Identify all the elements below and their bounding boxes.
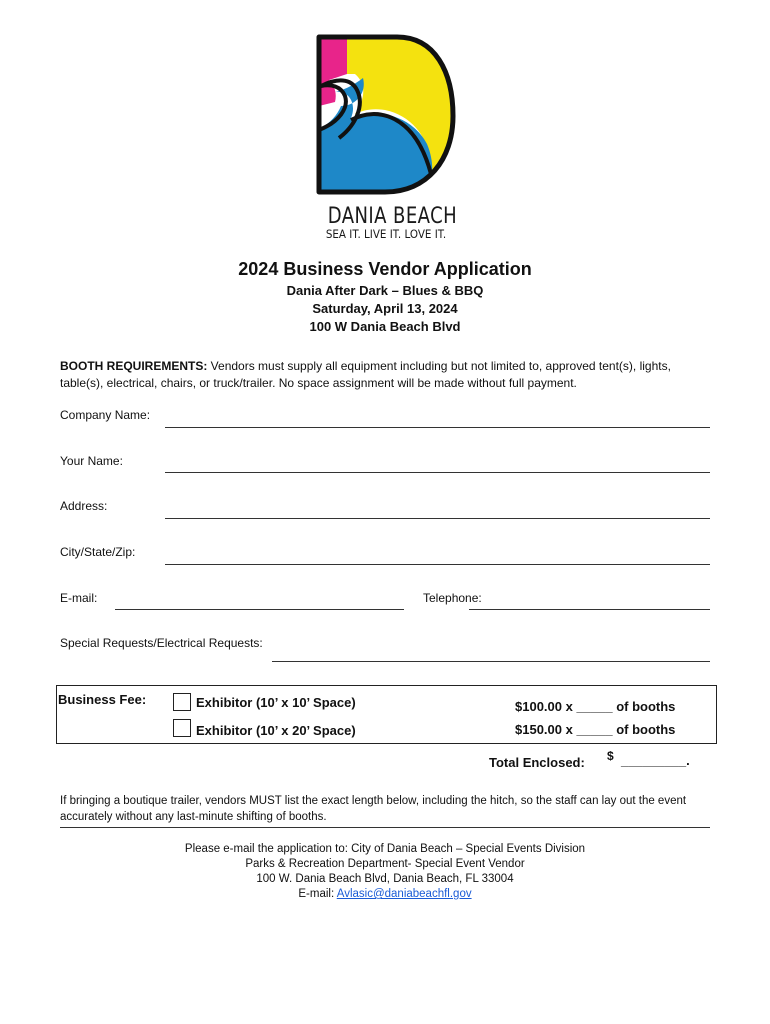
your-name-label: Your Name: (60, 454, 123, 468)
city-state-zip-field[interactable] (165, 564, 710, 565)
logo-tagline: SEA IT. LIVE IT. LOVE IT. (325, 227, 447, 241)
footer-line-3: 100 W. Dania Beach Blvd, Dania Beach, FL 33004 (256, 873, 514, 885)
email-field[interactable] (115, 609, 404, 610)
special-requests-field[interactable] (272, 661, 710, 662)
trailer-length-field[interactable] (60, 827, 710, 828)
company-name-label: Company Name: (60, 408, 151, 422)
email-label: E-mail: (60, 591, 98, 605)
exhibitor-10x20-label: Exhibitor (10’ x 20’ Space) (196, 723, 356, 738)
footer-line-2: Parks & Recreation Department- Special Event Vendor (245, 858, 525, 870)
footer-email-prefix: E-mail: (298, 888, 337, 900)
telephone-label: Telephone: (423, 591, 482, 605)
your-name-field[interactable] (165, 472, 710, 473)
total-enclosed-field[interactable]: _________. (621, 753, 690, 768)
dania-beach-logo (315, 34, 457, 244)
exhibitor-10x10-price: $100.00 x _____ of booths (515, 699, 676, 714)
address-label: Address: (60, 499, 108, 513)
footer-line-1: Please e-mail the application to: City of Dania Beach – Special Events Division (184, 843, 586, 855)
exhibitor-10x20-price: $150.00 x _____ of booths (515, 722, 676, 737)
address-field[interactable] (165, 518, 710, 519)
exhibitor-10x10-label: Exhibitor (10’ x 10’ Space) (196, 695, 356, 710)
exhibitor-10x20-checkbox[interactable] (173, 719, 191, 737)
trailer-note: If bringing a boutique trailer, vendors MUST list the exact length below, including the hitch, so the staff can lay out the event accurately without any last-minute shifting of booths. (60, 795, 687, 823)
currency-symbol: $ (607, 749, 614, 763)
city-state-zip-label: City/State/Zip: (60, 545, 136, 559)
footer-email-line (0, 887, 770, 902)
telephone-field[interactable] (469, 609, 710, 610)
total-enclosed-label: Total Enclosed: (489, 755, 585, 770)
booth-requirements (60, 358, 710, 392)
event-name: Dania After Dark – Blues & BBQ (286, 283, 484, 298)
logo-name: DANIA BEACH (327, 204, 458, 229)
company-name-field[interactable] (165, 427, 710, 428)
booth-requirements-heading: BOOTH REQUIREMENTS: (60, 359, 208, 373)
event-date: Saturday, April 13, 2024 (312, 301, 458, 316)
business-fee-label: Business Fee: (58, 692, 147, 707)
footer-email-link[interactable]: Avlasic@daniabeachfl.gov (336, 888, 472, 900)
event-location: 100 W Dania Beach Blvd (309, 319, 461, 334)
exhibitor-10x10-checkbox[interactable] (173, 693, 191, 711)
booth-requirements-text: Vendors must supply all equipment including but not limited to, approved tent(s), lights, table(s), electrical, chairs, or truck/trailer. No space assignment will be made without full payment. (60, 359, 671, 390)
page-title: 2024 Business Vendor Application (238, 259, 532, 279)
special-requests-label: Special Requests/Electrical Requests: (60, 636, 263, 650)
dania-beach-d-mark-icon (315, 34, 457, 199)
